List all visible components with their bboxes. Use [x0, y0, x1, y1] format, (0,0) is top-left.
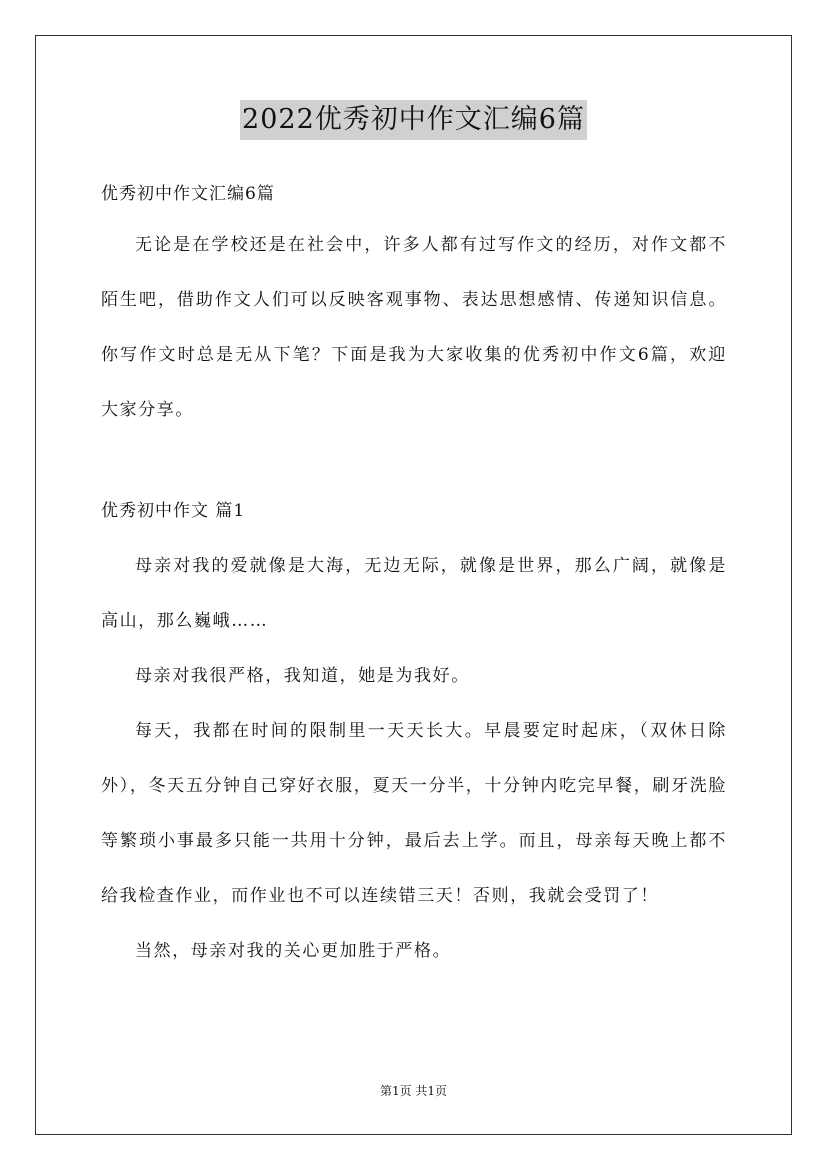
document-subtitle: 优秀初中作文汇编6篇: [101, 184, 275, 204]
document-title: 2022优秀初中作文汇编6篇: [240, 100, 587, 140]
paragraph-2: 母亲对我很严格，我知道，她是为我好。: [135, 666, 470, 686]
document-body: [101, 174, 727, 979]
intro-paragraph: 无论是在学校还是在社会中，许多人都有过写作文的经历，对作文都不陌生吧，借助作文人们可以反映客观事物、表达思想感情、传递知识信息。你写作文时总是无从下笔？下面是我为大家收集的优秀初中作文6篇，欢迎大家分享。: [101, 235, 727, 420]
page-footer: [0, 1082, 827, 1099]
page-number: 第1页 共1页: [379, 1084, 448, 1098]
paragraph-3: 每天，我都在时间的限制里一天天长大。早晨要定时起床，（双休日除外），冬天五分钟自己穿好衣服，夏天一分半，十分钟内吃完早餐，刷牙洗脸等繁琐小事最多只能一共用十分钟，最后去上学。而且，母亲每天晚上都不给我检查作业，而作业也不可以连续错三天！否则，我就会受罚了！: [101, 721, 727, 906]
paragraph-4: 当然，母亲对我的关心更加胜于严格。: [135, 941, 452, 961]
paragraph-1: 母亲对我的爱就像是大海，无边无际，就像是世界，那么广阔，就像是高山，那么巍峨……: [101, 556, 727, 631]
title-wrapper: [0, 100, 827, 140]
section-heading-1: 优秀初中作文 篇1: [101, 501, 246, 521]
